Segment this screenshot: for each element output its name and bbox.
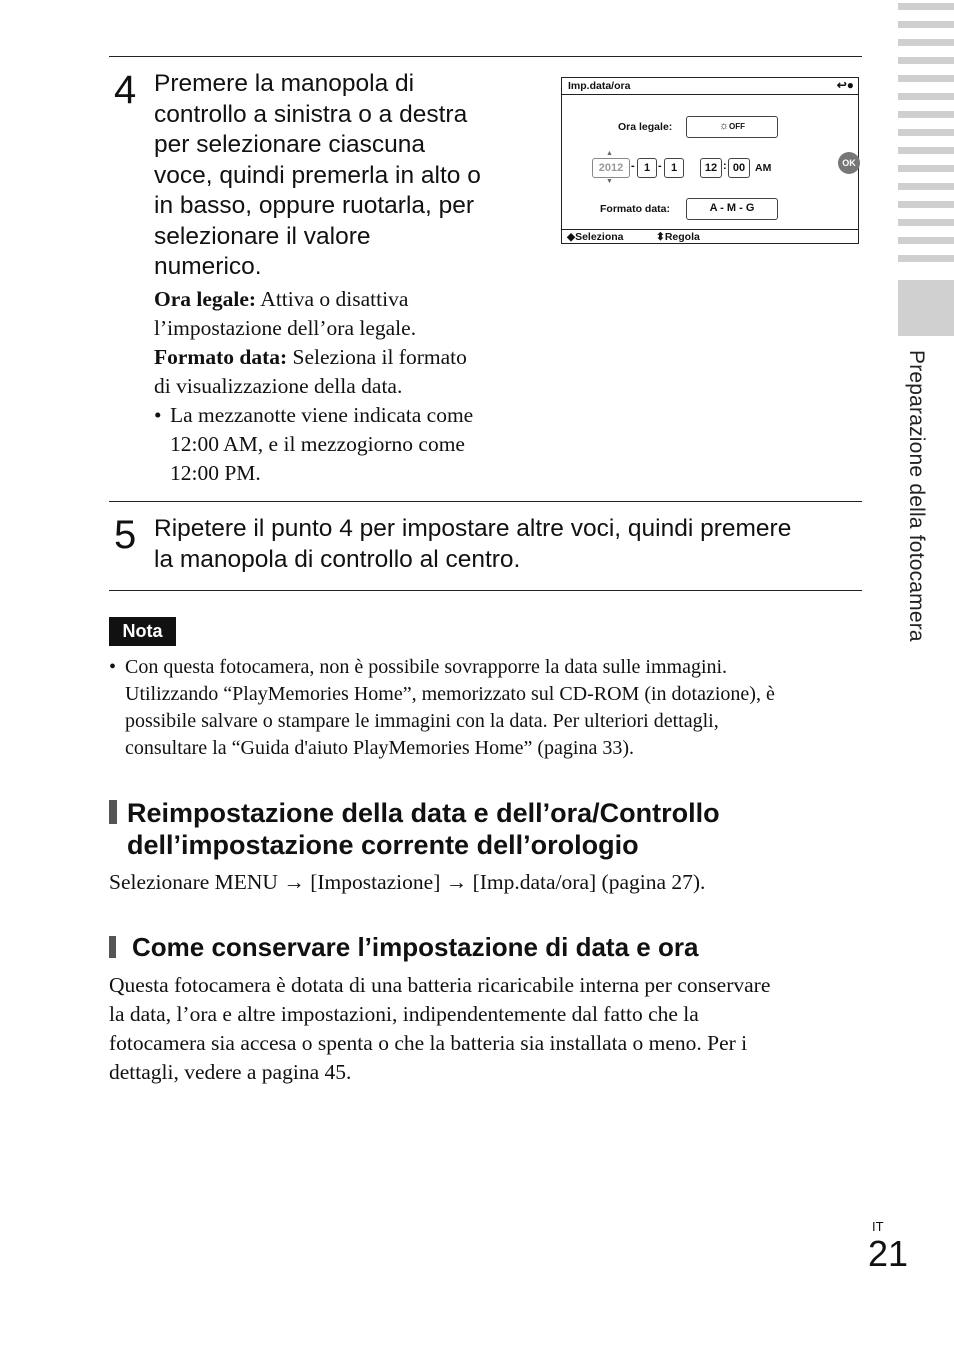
minute-field: 00	[728, 158, 750, 178]
step-4-text: Premere la manopola di controllo a sinistra o a destra per selezionare ciascuna voce, quindi premerla in alto o in basso, oppure ruotarla, per selezionare il valore numerico.	[154, 70, 481, 280]
down-arrow-icon: ▼	[606, 178, 613, 185]
side-tab-label: Preparazione della fotocamera	[905, 350, 928, 642]
up-down-arrows-icon: ⬍	[656, 231, 665, 243]
ampm-value: AM	[755, 162, 772, 174]
ora-legale-box: ☼OFF	[686, 116, 778, 138]
top-rule	[109, 56, 862, 57]
midnight-note: • La mezzanotte viene indicata come 12:00 AM, e il mezzogiorno come 12:00 PM.	[154, 403, 474, 485]
heading-marker	[109, 936, 116, 958]
screen-title: Imp.data/ora	[568, 80, 631, 92]
step-4-details: Ora legale: Attiva o disattiva l’impostazione dell’ora legale. Formato data: Seleziona il formato di visualizzazione della data. • La mezzanotte viene indicata come 12:00 AM, e il mezzogiorno come 12:00 PM.	[154, 285, 534, 488]
page-number: 21	[868, 1233, 909, 1274]
up-arrow-icon: ▲	[606, 150, 613, 157]
left-right-arrows-icon: ◆	[567, 231, 576, 243]
formato-data-label: Formato data:	[600, 203, 671, 215]
hour-field: 12	[700, 158, 722, 178]
step-4-number: 4	[114, 68, 137, 112]
footer-seleziona: ◆Seleziona	[567, 231, 624, 243]
back-icon: ↩●	[836, 78, 854, 92]
ok-icon: OK	[838, 152, 860, 174]
page-language: IT	[872, 1219, 884, 1234]
section-reset-heading: Reimpostazione della data e dell’ora/Controllo dell’impostazione corrente dell’orologio	[109, 797, 720, 861]
year-field: 2012	[592, 158, 630, 178]
footer-regola: ⬍Regola	[656, 231, 700, 243]
section-keep-heading: Come conservare l’impostazione di data e ora	[109, 932, 698, 962]
camera-date-time-screen: Imp.data/ora ↩● Ora legale: ☼OFF ▲ 2012 ▼ - 1 - 1 12 : 00 AM OK Formato data: A - M - G ◆Seleziona ⬍Regola	[561, 77, 859, 244]
side-tab-block	[898, 280, 954, 336]
ora-legale-term: Ora legale:	[154, 287, 257, 311]
formato-data-box: A - M - G	[686, 198, 778, 220]
month-field: 1	[637, 158, 657, 178]
heading-marker	[109, 800, 117, 824]
step-5-text: Ripetere il punto 4 per impostare altre voci, quindi premere la manopola di controllo al centro.	[154, 515, 792, 573]
nota-badge: Nota	[109, 617, 176, 646]
formato-data-term: Formato data:	[154, 345, 288, 369]
step-divider	[109, 501, 862, 502]
section-reset-body: Selezionare MENU → [Impostazione] → [Imp.data/ora] (pagina 27).	[109, 870, 706, 894]
ora-legale-label: Ora legale:	[618, 121, 673, 133]
day-field: 1	[664, 158, 684, 178]
section-keep-body: Questa fotocamera è dotata di una batteria ricaricabile interna per conservare la data, l’ora e altre impostazioni, indipendentemente dal fatto che la fotocamera sia accesa o spenta o che la batteria sia installata o meno. Per i dettagli, vedere a pagina 45.	[109, 973, 771, 1084]
bottom-rule	[109, 590, 862, 591]
note-text: • Con questa fotocamera, non è possibile sovrapporre la data sulle immagini. Utilizzando “PlayMemories Home”, memorizzato sul CD-ROM (in dotazione), è possibile salvare o stampare le immagini con la data. Per ulteriori dettagli, consultare la “Guida d'aiuto PlayMemories Home” (pagina 33).	[109, 656, 775, 759]
step-5-number: 5	[114, 513, 137, 557]
sun-icon: ☼	[718, 120, 730, 132]
